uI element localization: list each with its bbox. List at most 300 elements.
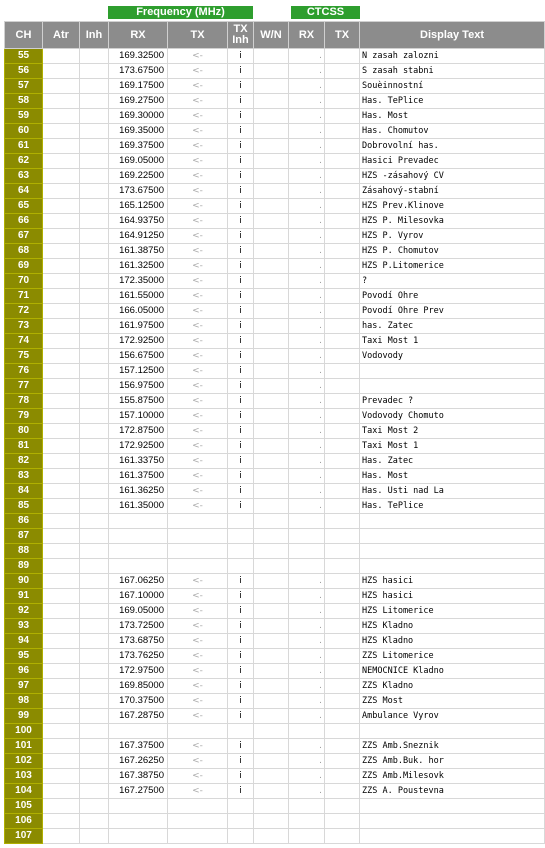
wn-cell[interactable] [254,274,289,289]
rx-frequency[interactable]: 165.12500 [109,199,168,214]
tx-inh-cell[interactable]: i [228,589,254,604]
channel-number[interactable]: 106 [5,814,43,829]
atr-cell[interactable] [43,694,80,709]
ctcss-tx[interactable] [325,349,360,364]
table-row[interactable] [5,229,545,244]
wn-cell[interactable] [254,94,289,109]
wn-cell[interactable] [254,814,289,829]
tx-inh-cell[interactable] [228,514,254,529]
ctcss-rx[interactable]: . [289,154,325,169]
tx-frequency[interactable]: <- [168,454,228,469]
table-row[interactable] [5,694,545,709]
atr-cell[interactable] [43,154,80,169]
channel-number[interactable]: 100 [5,724,43,739]
inh-cell[interactable] [80,139,109,154]
display-text[interactable]: Has. TePlice [360,499,545,514]
col-atr[interactable]: Atr [43,22,80,49]
display-text[interactable]: Has. Usti nad La [360,484,545,499]
inh-cell[interactable] [80,559,109,574]
tx-frequency[interactable]: <- [168,214,228,229]
ctcss-tx[interactable] [325,49,360,64]
tx-inh-cell[interactable]: i [228,619,254,634]
display-text[interactable]: Has. TePlice [360,94,545,109]
inh-cell[interactable] [80,604,109,619]
tx-frequency[interactable]: <- [168,619,228,634]
channel-number[interactable]: 63 [5,169,43,184]
ctcss-tx[interactable] [325,499,360,514]
channel-number[interactable]: 81 [5,439,43,454]
ctcss-tx[interactable] [325,559,360,574]
inh-cell[interactable] [80,184,109,199]
atr-cell[interactable] [43,229,80,244]
tx-frequency[interactable]: <- [168,424,228,439]
tx-inh-cell[interactable]: i [228,304,254,319]
channel-number[interactable]: 79 [5,409,43,424]
display-text[interactable]: S zasah stabni [360,64,545,79]
rx-frequency[interactable]: 155.87500 [109,394,168,409]
ctcss-tx[interactable] [325,709,360,724]
wn-cell[interactable] [254,304,289,319]
table-row[interactable] [5,109,545,124]
tx-frequency[interactable]: <- [168,649,228,664]
inh-cell[interactable] [80,169,109,184]
table-row[interactable] [5,274,545,289]
tx-inh-cell[interactable]: i [228,259,254,274]
tx-frequency[interactable]: <- [168,349,228,364]
ctcss-tx[interactable] [325,124,360,139]
table-row[interactable] [5,169,545,184]
ctcss-rx[interactable] [289,829,325,844]
atr-cell[interactable] [43,124,80,139]
table-row[interactable] [5,244,545,259]
atr-cell[interactable] [43,484,80,499]
channel-number[interactable]: 88 [5,544,43,559]
inh-cell[interactable] [80,454,109,469]
tx-inh-cell[interactable] [228,559,254,574]
inh-cell[interactable] [80,244,109,259]
ctcss-tx[interactable] [325,274,360,289]
rx-frequency[interactable]: 167.27500 [109,784,168,799]
ctcss-rx[interactable]: . [289,424,325,439]
channel-number[interactable]: 57 [5,79,43,94]
inh-cell[interactable] [80,739,109,754]
inh-cell[interactable] [80,814,109,829]
rx-frequency[interactable]: 172.97500 [109,664,168,679]
rx-frequency[interactable]: 166.05000 [109,304,168,319]
ctcss-tx[interactable] [325,244,360,259]
table-row[interactable] [5,814,545,829]
tx-frequency[interactable] [168,514,228,529]
table-row[interactable] [5,439,545,454]
display-text[interactable]: HZS P. Vyrov [360,229,545,244]
inh-cell[interactable] [80,664,109,679]
display-text[interactable]: Povodí Ohre Prev [360,304,545,319]
atr-cell[interactable] [43,514,80,529]
display-text[interactable]: ZZS Amb.Milesovk [360,769,545,784]
channel-number[interactable]: 83 [5,469,43,484]
rx-frequency[interactable]: 172.92500 [109,439,168,454]
wn-cell[interactable] [254,319,289,334]
inh-cell[interactable] [80,259,109,274]
channel-number[interactable]: 69 [5,259,43,274]
wn-cell[interactable] [254,214,289,229]
tx-inh-cell[interactable]: i [228,574,254,589]
wn-cell[interactable] [254,784,289,799]
ctcss-rx[interactable]: . [289,349,325,364]
atr-cell[interactable] [43,814,80,829]
rx-frequency[interactable] [109,799,168,814]
channel-number[interactable]: 90 [5,574,43,589]
table-row[interactable] [5,424,545,439]
wn-cell[interactable] [254,709,289,724]
ctcss-rx[interactable]: . [289,634,325,649]
ctcss-rx[interactable]: . [289,304,325,319]
wn-cell[interactable] [254,694,289,709]
ctcss-tx[interactable] [325,259,360,274]
atr-cell[interactable] [43,604,80,619]
tx-inh-cell[interactable]: i [228,739,254,754]
tx-frequency[interactable]: <- [168,709,228,724]
tx-inh-cell[interactable] [228,544,254,559]
atr-cell[interactable] [43,184,80,199]
ctcss-rx[interactable]: . [289,244,325,259]
inh-cell[interactable] [80,79,109,94]
inh-cell[interactable] [80,619,109,634]
ctcss-rx[interactable]: . [289,589,325,604]
channel-number[interactable]: 61 [5,139,43,154]
wn-cell[interactable] [254,739,289,754]
display-text[interactable]: Zásahový-stabní [360,184,545,199]
channel-number[interactable]: 102 [5,754,43,769]
wn-cell[interactable] [254,574,289,589]
tx-inh-cell[interactable]: i [228,139,254,154]
tx-inh-cell[interactable]: i [228,499,254,514]
rx-frequency[interactable]: 161.35000 [109,499,168,514]
wn-cell[interactable] [254,229,289,244]
tx-frequency[interactable]: <- [168,694,228,709]
ctcss-rx[interactable] [289,529,325,544]
col-display-text[interactable]: Display Text [360,22,545,49]
channel-number[interactable]: 65 [5,199,43,214]
tx-frequency[interactable] [168,544,228,559]
channel-number[interactable]: 66 [5,214,43,229]
ctcss-tx[interactable] [325,364,360,379]
display-text[interactable] [360,799,545,814]
ctcss-rx[interactable] [289,544,325,559]
ctcss-tx[interactable] [325,184,360,199]
inh-cell[interactable] [80,769,109,784]
inh-cell[interactable] [80,544,109,559]
wn-cell[interactable] [254,139,289,154]
display-text[interactable]: NEMOCNICE Kladno [360,664,545,679]
col-tx[interactable]: TX [168,22,228,49]
tx-frequency[interactable] [168,724,228,739]
ctcss-tx[interactable] [325,379,360,394]
ctcss-rx[interactable]: . [289,409,325,424]
rx-frequency[interactable]: 172.87500 [109,424,168,439]
channel-number[interactable]: 68 [5,244,43,259]
tx-frequency[interactable]: <- [168,784,228,799]
rx-frequency[interactable]: 172.92500 [109,334,168,349]
atr-cell[interactable] [43,64,80,79]
inh-cell[interactable] [80,199,109,214]
table-row[interactable] [5,799,545,814]
tx-frequency[interactable]: <- [168,169,228,184]
inh-cell[interactable] [80,799,109,814]
display-text[interactable]: ZZS Litomerice [360,649,545,664]
tx-inh-cell[interactable]: i [228,754,254,769]
ctcss-tx[interactable] [325,154,360,169]
ctcss-tx[interactable] [325,634,360,649]
wn-cell[interactable] [254,79,289,94]
tx-inh-cell[interactable]: i [228,709,254,724]
atr-cell[interactable] [43,379,80,394]
wn-cell[interactable] [254,439,289,454]
table-row[interactable] [5,634,545,649]
channel-number[interactable]: 77 [5,379,43,394]
channel-number[interactable]: 72 [5,304,43,319]
rx-frequency[interactable]: 167.06250 [109,574,168,589]
display-text[interactable]: HZS hasici [360,574,545,589]
tx-inh-cell[interactable]: i [228,184,254,199]
ctcss-rx[interactable]: . [289,694,325,709]
table-row[interactable] [5,379,545,394]
ctcss-rx[interactable]: . [289,379,325,394]
tx-inh-cell[interactable]: i [228,694,254,709]
display-text[interactable]: ZZS Kladno [360,679,545,694]
tx-frequency[interactable] [168,829,228,844]
ctcss-tx[interactable] [325,214,360,229]
ctcss-tx[interactable] [325,304,360,319]
ctcss-tx[interactable] [325,79,360,94]
inh-cell[interactable] [80,484,109,499]
inh-cell[interactable] [80,829,109,844]
inh-cell[interactable] [80,274,109,289]
channel-number[interactable]: 97 [5,679,43,694]
tx-frequency[interactable]: <- [168,769,228,784]
atr-cell[interactable] [43,559,80,574]
tx-frequency[interactable]: <- [168,679,228,694]
inh-cell[interactable] [80,469,109,484]
atr-cell[interactable] [43,619,80,634]
wn-cell[interactable] [254,244,289,259]
atr-cell[interactable] [43,469,80,484]
tx-inh-cell[interactable]: i [228,394,254,409]
tx-frequency[interactable]: <- [168,574,228,589]
ctcss-rx[interactable]: . [289,364,325,379]
ctcss-rx[interactable]: . [289,79,325,94]
tx-frequency[interactable]: <- [168,109,228,124]
rx-frequency[interactable] [109,829,168,844]
table-row[interactable] [5,559,545,574]
table-row[interactable] [5,184,545,199]
wn-cell[interactable] [254,754,289,769]
table-row[interactable] [5,664,545,679]
inh-cell[interactable] [80,589,109,604]
table-row[interactable] [5,514,545,529]
ctcss-rx[interactable]: . [289,769,325,784]
atr-cell[interactable] [43,709,80,724]
tx-frequency[interactable]: <- [168,469,228,484]
display-text[interactable]: Vodovody [360,349,545,364]
atr-cell[interactable] [43,799,80,814]
tx-inh-cell[interactable]: i [228,784,254,799]
tx-frequency[interactable]: <- [168,199,228,214]
rx-frequency[interactable] [109,559,168,574]
atr-cell[interactable] [43,499,80,514]
display-text[interactable]: ZZS Amb.Buk. hor [360,754,545,769]
tx-frequency[interactable]: <- [168,244,228,259]
channel-number[interactable]: 67 [5,229,43,244]
rx-frequency[interactable]: 161.97500 [109,319,168,334]
tx-inh-cell[interactable]: i [228,124,254,139]
rx-frequency[interactable]: 169.37500 [109,139,168,154]
display-text[interactable] [360,724,545,739]
display-text[interactable]: HZS P.Litomerice [360,259,545,274]
ctcss-tx[interactable] [325,649,360,664]
rx-frequency[interactable]: 161.55000 [109,289,168,304]
table-row[interactable] [5,64,545,79]
ctcss-rx[interactable]: . [289,649,325,664]
display-text[interactable] [360,814,545,829]
display-text[interactable] [360,514,545,529]
ctcss-rx[interactable]: . [289,94,325,109]
atr-cell[interactable] [43,94,80,109]
tx-frequency[interactable]: <- [168,49,228,64]
wn-cell[interactable] [254,634,289,649]
channel-number[interactable]: 98 [5,694,43,709]
channel-number[interactable]: 73 [5,319,43,334]
rx-frequency[interactable]: 169.35000 [109,124,168,139]
ctcss-rx[interactable]: . [289,679,325,694]
channel-number[interactable]: 104 [5,784,43,799]
col-ctcss-rx[interactable]: RX [289,22,325,49]
atr-cell[interactable] [43,529,80,544]
ctcss-rx[interactable]: . [289,439,325,454]
atr-cell[interactable] [43,49,80,64]
rx-frequency[interactable]: 161.33750 [109,454,168,469]
channel-number[interactable]: 56 [5,64,43,79]
wn-cell[interactable] [254,619,289,634]
channel-number[interactable]: 95 [5,649,43,664]
rx-frequency[interactable]: 161.32500 [109,259,168,274]
tx-frequency[interactable]: <- [168,124,228,139]
inh-cell[interactable] [80,439,109,454]
wn-cell[interactable] [254,454,289,469]
inh-cell[interactable] [80,94,109,109]
display-text[interactable]: Taxi Most 2 [360,424,545,439]
tx-frequency[interactable]: <- [168,154,228,169]
tx-frequency[interactable]: <- [168,409,228,424]
ctcss-tx[interactable] [325,394,360,409]
ctcss-tx[interactable] [325,199,360,214]
wn-cell[interactable] [254,499,289,514]
table-row[interactable] [5,289,545,304]
table-row[interactable] [5,754,545,769]
channel-number[interactable]: 107 [5,829,43,844]
ctcss-tx[interactable] [325,454,360,469]
display-text[interactable]: ZZS Most [360,694,545,709]
table-row[interactable] [5,199,545,214]
ctcss-rx[interactable]: . [289,184,325,199]
ctcss-rx[interactable]: . [289,139,325,154]
wn-cell[interactable] [254,334,289,349]
wn-cell[interactable] [254,124,289,139]
ctcss-tx[interactable] [325,229,360,244]
ctcss-tx[interactable] [325,334,360,349]
table-row[interactable] [5,214,545,229]
rx-frequency[interactable] [109,814,168,829]
table-row[interactable] [5,334,545,349]
atr-cell[interactable] [43,79,80,94]
display-text[interactable]: Souèinnostní [360,79,545,94]
rx-frequency[interactable]: 169.22500 [109,169,168,184]
ctcss-rx[interactable]: . [289,499,325,514]
wn-cell[interactable] [254,379,289,394]
tx-inh-cell[interactable]: i [228,334,254,349]
channel-number[interactable]: 91 [5,589,43,604]
display-text[interactable]: Taxi Most 1 [360,334,545,349]
ctcss-rx[interactable] [289,814,325,829]
tx-frequency[interactable]: <- [168,184,228,199]
rx-frequency[interactable]: 157.10000 [109,409,168,424]
wn-cell[interactable] [254,724,289,739]
atr-cell[interactable] [43,649,80,664]
rx-frequency[interactable] [109,514,168,529]
col-wn[interactable]: W/N [254,22,289,49]
inh-cell[interactable] [80,349,109,364]
display-text[interactable]: HZS -zásahový CV [360,169,545,184]
display-text[interactable] [360,364,545,379]
tx-frequency[interactable]: <- [168,439,228,454]
atr-cell[interactable] [43,679,80,694]
rx-frequency[interactable]: 164.91250 [109,229,168,244]
tx-inh-cell[interactable]: i [228,364,254,379]
tx-frequency[interactable]: <- [168,604,228,619]
table-row[interactable] [5,259,545,274]
rx-frequency[interactable] [109,544,168,559]
atr-cell[interactable] [43,109,80,124]
ctcss-rx[interactable]: . [289,754,325,769]
atr-cell[interactable] [43,394,80,409]
wn-cell[interactable] [254,544,289,559]
rx-frequency[interactable]: 169.85000 [109,679,168,694]
tx-inh-cell[interactable]: i [228,79,254,94]
rx-frequency[interactable]: 169.30000 [109,109,168,124]
channel-number[interactable]: 103 [5,769,43,784]
tx-inh-cell[interactable]: i [228,319,254,334]
atr-cell[interactable] [43,574,80,589]
table-row[interactable] [5,589,545,604]
wn-cell[interactable] [254,349,289,364]
ctcss-tx[interactable] [325,544,360,559]
ctcss-tx[interactable] [325,754,360,769]
tx-inh-cell[interactable]: i [228,424,254,439]
inh-cell[interactable] [80,109,109,124]
inh-cell[interactable] [80,214,109,229]
tx-frequency[interactable]: <- [168,319,228,334]
ctcss-rx[interactable]: . [289,664,325,679]
atr-cell[interactable] [43,784,80,799]
inh-cell[interactable] [80,499,109,514]
rx-frequency[interactable]: 173.72500 [109,619,168,634]
ctcss-rx[interactable]: . [289,394,325,409]
table-row[interactable] [5,679,545,694]
tx-inh-cell[interactable]: i [228,604,254,619]
tx-frequency[interactable]: <- [168,589,228,604]
display-text[interactable]: HZS Kladno [360,619,545,634]
atr-cell[interactable] [43,424,80,439]
